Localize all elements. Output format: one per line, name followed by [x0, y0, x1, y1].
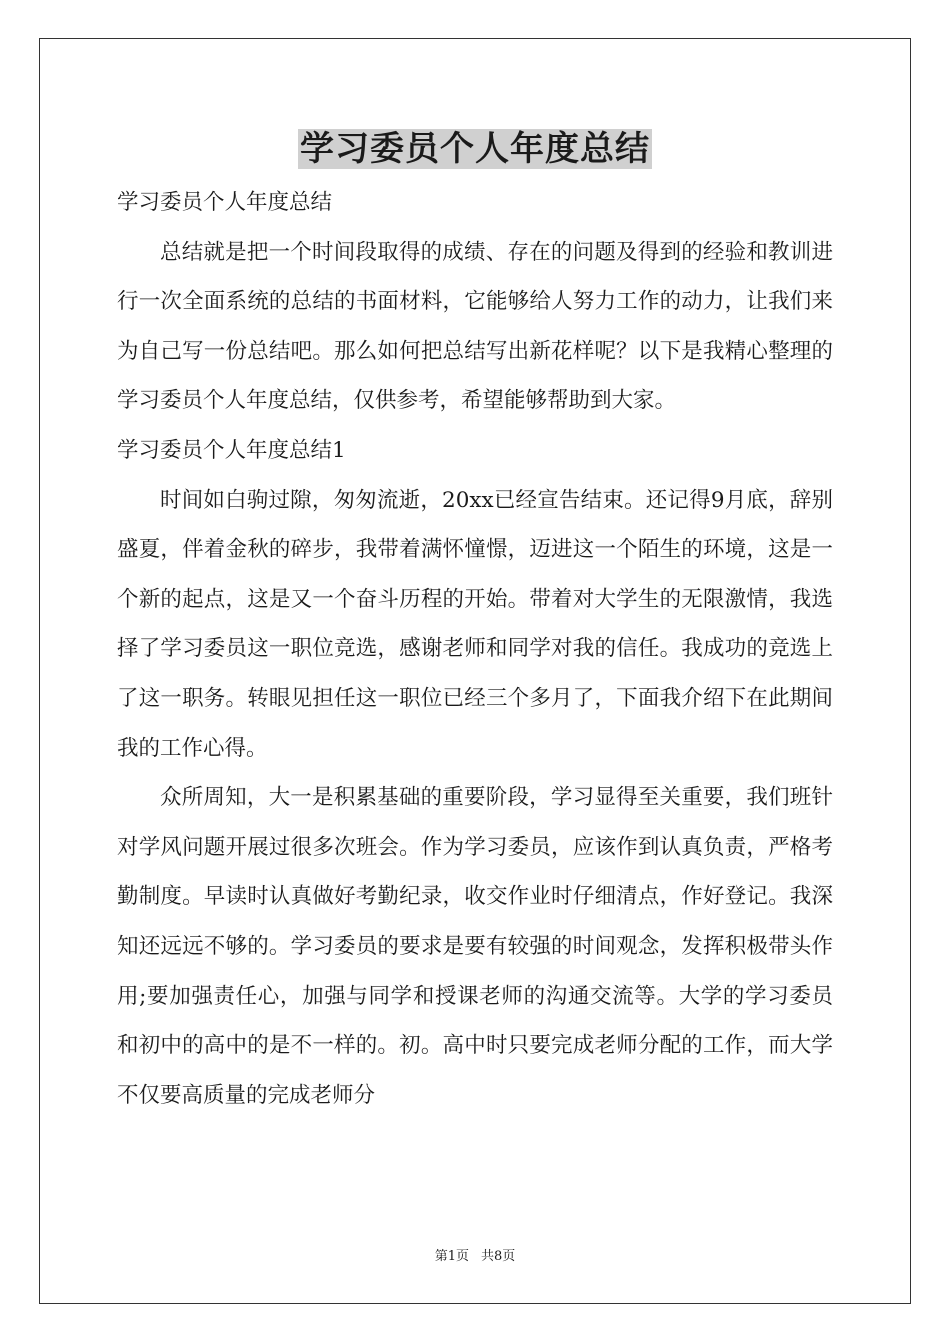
page-footer [0, 1248, 950, 1266]
section-heading: 学习委员个人年度总结1 [117, 437, 346, 463]
page-total: 共8页 [481, 1249, 516, 1264]
page-number: 第1页 [434, 1249, 469, 1264]
document-title-text: 学习委员个人年度总结 [300, 129, 650, 169]
document-title [0, 126, 950, 172]
paragraph-intro: 总结就是把一个时间段取得的成绩、存在的问题及得到的经验和教训进行一次全面系统的总结的书面材料，它能够给人努力工作的动力，让我们来为自己写一份总结吧。那么如何把总结写出新花样呢？以下是我精心整理的学习委员个人年度总结，仅供参考，希望能够帮助到大家。 [117, 239, 833, 414]
document-body [117, 178, 833, 1120]
paragraph-body-1: 时间如白驹过隙，匆匆流逝，20xx已经宣告结束。还记得9月底，辞别盛夏，伴着金秋的碎步，我带着满怀憧憬，迈进这一个陌生的环境，这是一个新的起点，这是又一个奋斗历程的开始。带着对大学生的无限激情，我选择了学习委员这一职位竞选，感谢老师和同学对我的信任。我成功的竞选上了这一职务。转眼见担任这一职位已经三个多月了，下面我介绍下在此期间我的工作心得。 [117, 487, 833, 761]
paragraph-body-2: 众所周知，大一是积累基础的重要阶段，学习显得至关重要，我们班针对学风问题开展过很多次班会。作为学习委员，应该作到认真负责，严格考勤制度。早读时认真做好考勤纪录，收交作业时仔细清点，作好登记。我深知还远远不够的。学习委员的要求是要有较强的时间观念，发挥积极带头作用;要加强责任心，加强与同学和授课老师的沟通交流等。大学的学习委员和初中的高中的是不一样的。初。高中时只要完成老师分配的工作，而大学不仅要高质量的完成老师分 [117, 785, 833, 1108]
paragraph-subtitle: 学习委员个人年度总结 [117, 190, 333, 215]
